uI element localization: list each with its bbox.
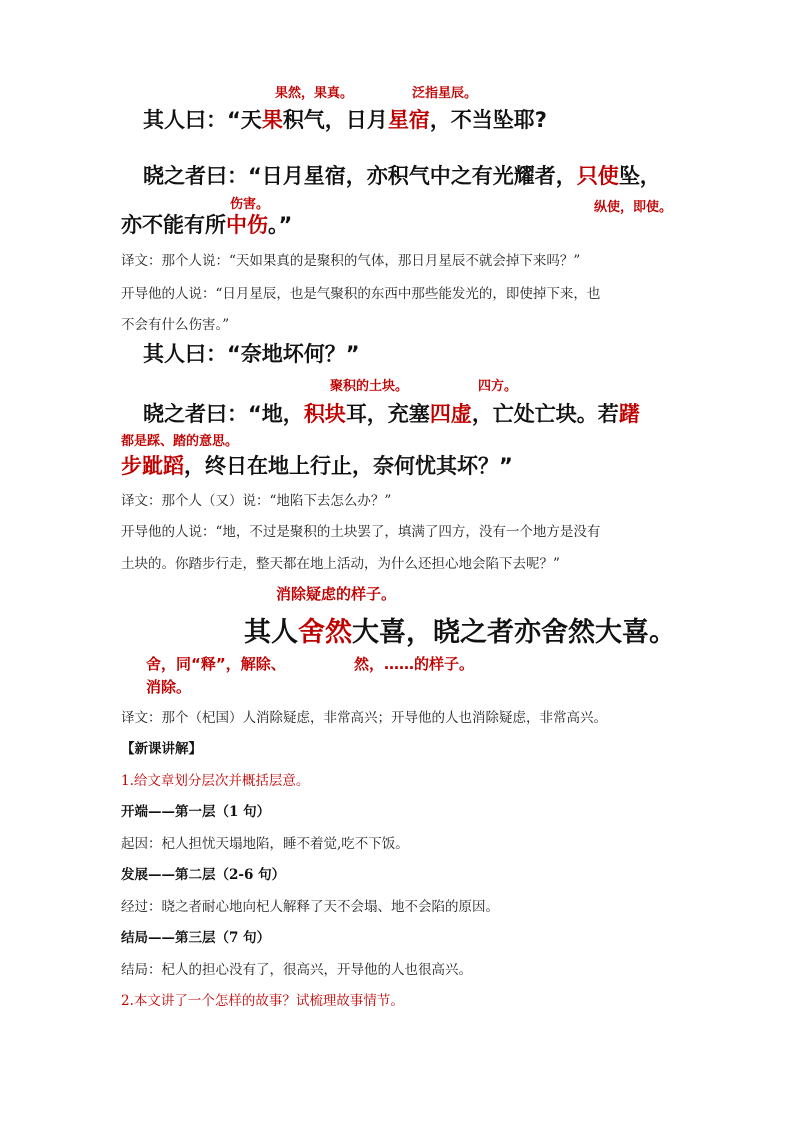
keyword-sixu: 四虚 — [429, 402, 472, 426]
section-heading: 【新课讲解】 — [121, 741, 202, 757]
keyword-zhongshang: 中伤 — [226, 213, 268, 237]
annotation-guo: 果然，果真。 — [275, 86, 354, 101]
translation-1-line-1: 译文：那个人说：“天如果真的是聚积的气体，那日月星辰不就会掉下来吗？” — [121, 253, 581, 269]
sentence-2-line-1: 晓之者曰：“日月星宿，亦积气中之有光耀者，只使坠， — [143, 164, 661, 188]
keyword-bucidao: 步跐蹈 — [121, 454, 184, 478]
translation-1-line-2: 开导他的人说：“日月星辰，也是气聚积的东西中那些能发光的，即使掉下来，也 — [121, 286, 601, 302]
layer-3-content: 结局：杞人的担心没有了，很高兴，开导他的人也很高兴。 — [121, 962, 472, 978]
sentence-4-line-1: 晓之者曰：“地，积块耳，充塞四虚，亡处亡块。若躇 — [143, 402, 640, 426]
annotation-xiaochu: 消除。 — [146, 678, 192, 696]
sentence-5: 其人舍然大喜，晓之者亦舍然大喜。 — [244, 617, 676, 648]
annotation-she: 舍，同“释”，解除、 — [146, 655, 286, 673]
keyword-zhishi: 只使 — [576, 164, 619, 188]
keyword-xingxiu: 星宿 — [387, 108, 430, 132]
annotation-xingxiu: 泛指星辰。 — [412, 86, 478, 101]
question-2: 2.本文讲了一个怎样的故事？试梳理故事情节。 — [121, 993, 404, 1009]
sentence-1: 其人曰：“天果积气，日月星宿，不当坠耶? — [143, 108, 547, 132]
layer-3-heading: 结局——第三层（7 句） — [121, 930, 271, 946]
question-1: 1.给文章划分层次并概括层意。 — [121, 773, 310, 789]
annotation-bucidao: 都是踩、踏的意思。 — [121, 434, 239, 449]
sentence-4-line-2: 步跐蹈，终日在地上行止，奈何忧其坏？” — [121, 454, 513, 478]
sentence-3: 其人曰：“奈地坏何？” — [143, 342, 360, 366]
translation-2-line-2: 开导他的人说：“地，不过是聚积的土块罢了，填满了四方，没有一个地方是没有 — [121, 524, 601, 540]
translation-2-line-1: 译文：那个人（又）说：“地陷下去怎么办？” — [121, 493, 392, 509]
keyword-sheran: 舍然 — [298, 617, 352, 648]
keyword-jikuai: 积块 — [303, 402, 346, 426]
annotation-ran: 然，……的样子。 — [354, 655, 475, 673]
translation-1-line-3: 不会有什么伤害。” — [121, 317, 230, 333]
annotation-sixu: 四方。 — [478, 379, 518, 394]
translation-2-line-3: 土块的。你踏步行走，整天都在地上活动，为什么还担心地会陷下去呢？” — [121, 556, 560, 572]
layer-1-content: 起因：杞人担忧天塌地陷，睡不着觉,吃不下饭。 — [121, 836, 409, 852]
translation-3: 译文：那个（杞国）人消除疑虑，非常高兴；开导他的人也消除疑虑，非常高兴。 — [121, 710, 607, 726]
annotation-zhishi: 纵使，即使。 — [594, 200, 673, 215]
annotation-jikuai: 聚积的土块。 — [330, 379, 409, 394]
annotation-sheran: 消除疑虑的样子。 — [276, 585, 397, 603]
layer-2-heading: 发展——第二层（2-6 句） — [121, 867, 286, 883]
annotation-zhongshang: 伤害。 — [230, 197, 270, 212]
keyword-chu: 躇 — [618, 402, 640, 426]
layer-1-heading: 开端——第一层（1 句） — [121, 804, 271, 820]
sentence-2-line-2: 亦不能有所中伤。” — [121, 213, 293, 237]
layer-2-content: 经过：晓之者耐心地向杞人解释了天不会塌、地不会陷的原因。 — [121, 899, 499, 915]
keyword-guo: 果 — [261, 108, 283, 132]
